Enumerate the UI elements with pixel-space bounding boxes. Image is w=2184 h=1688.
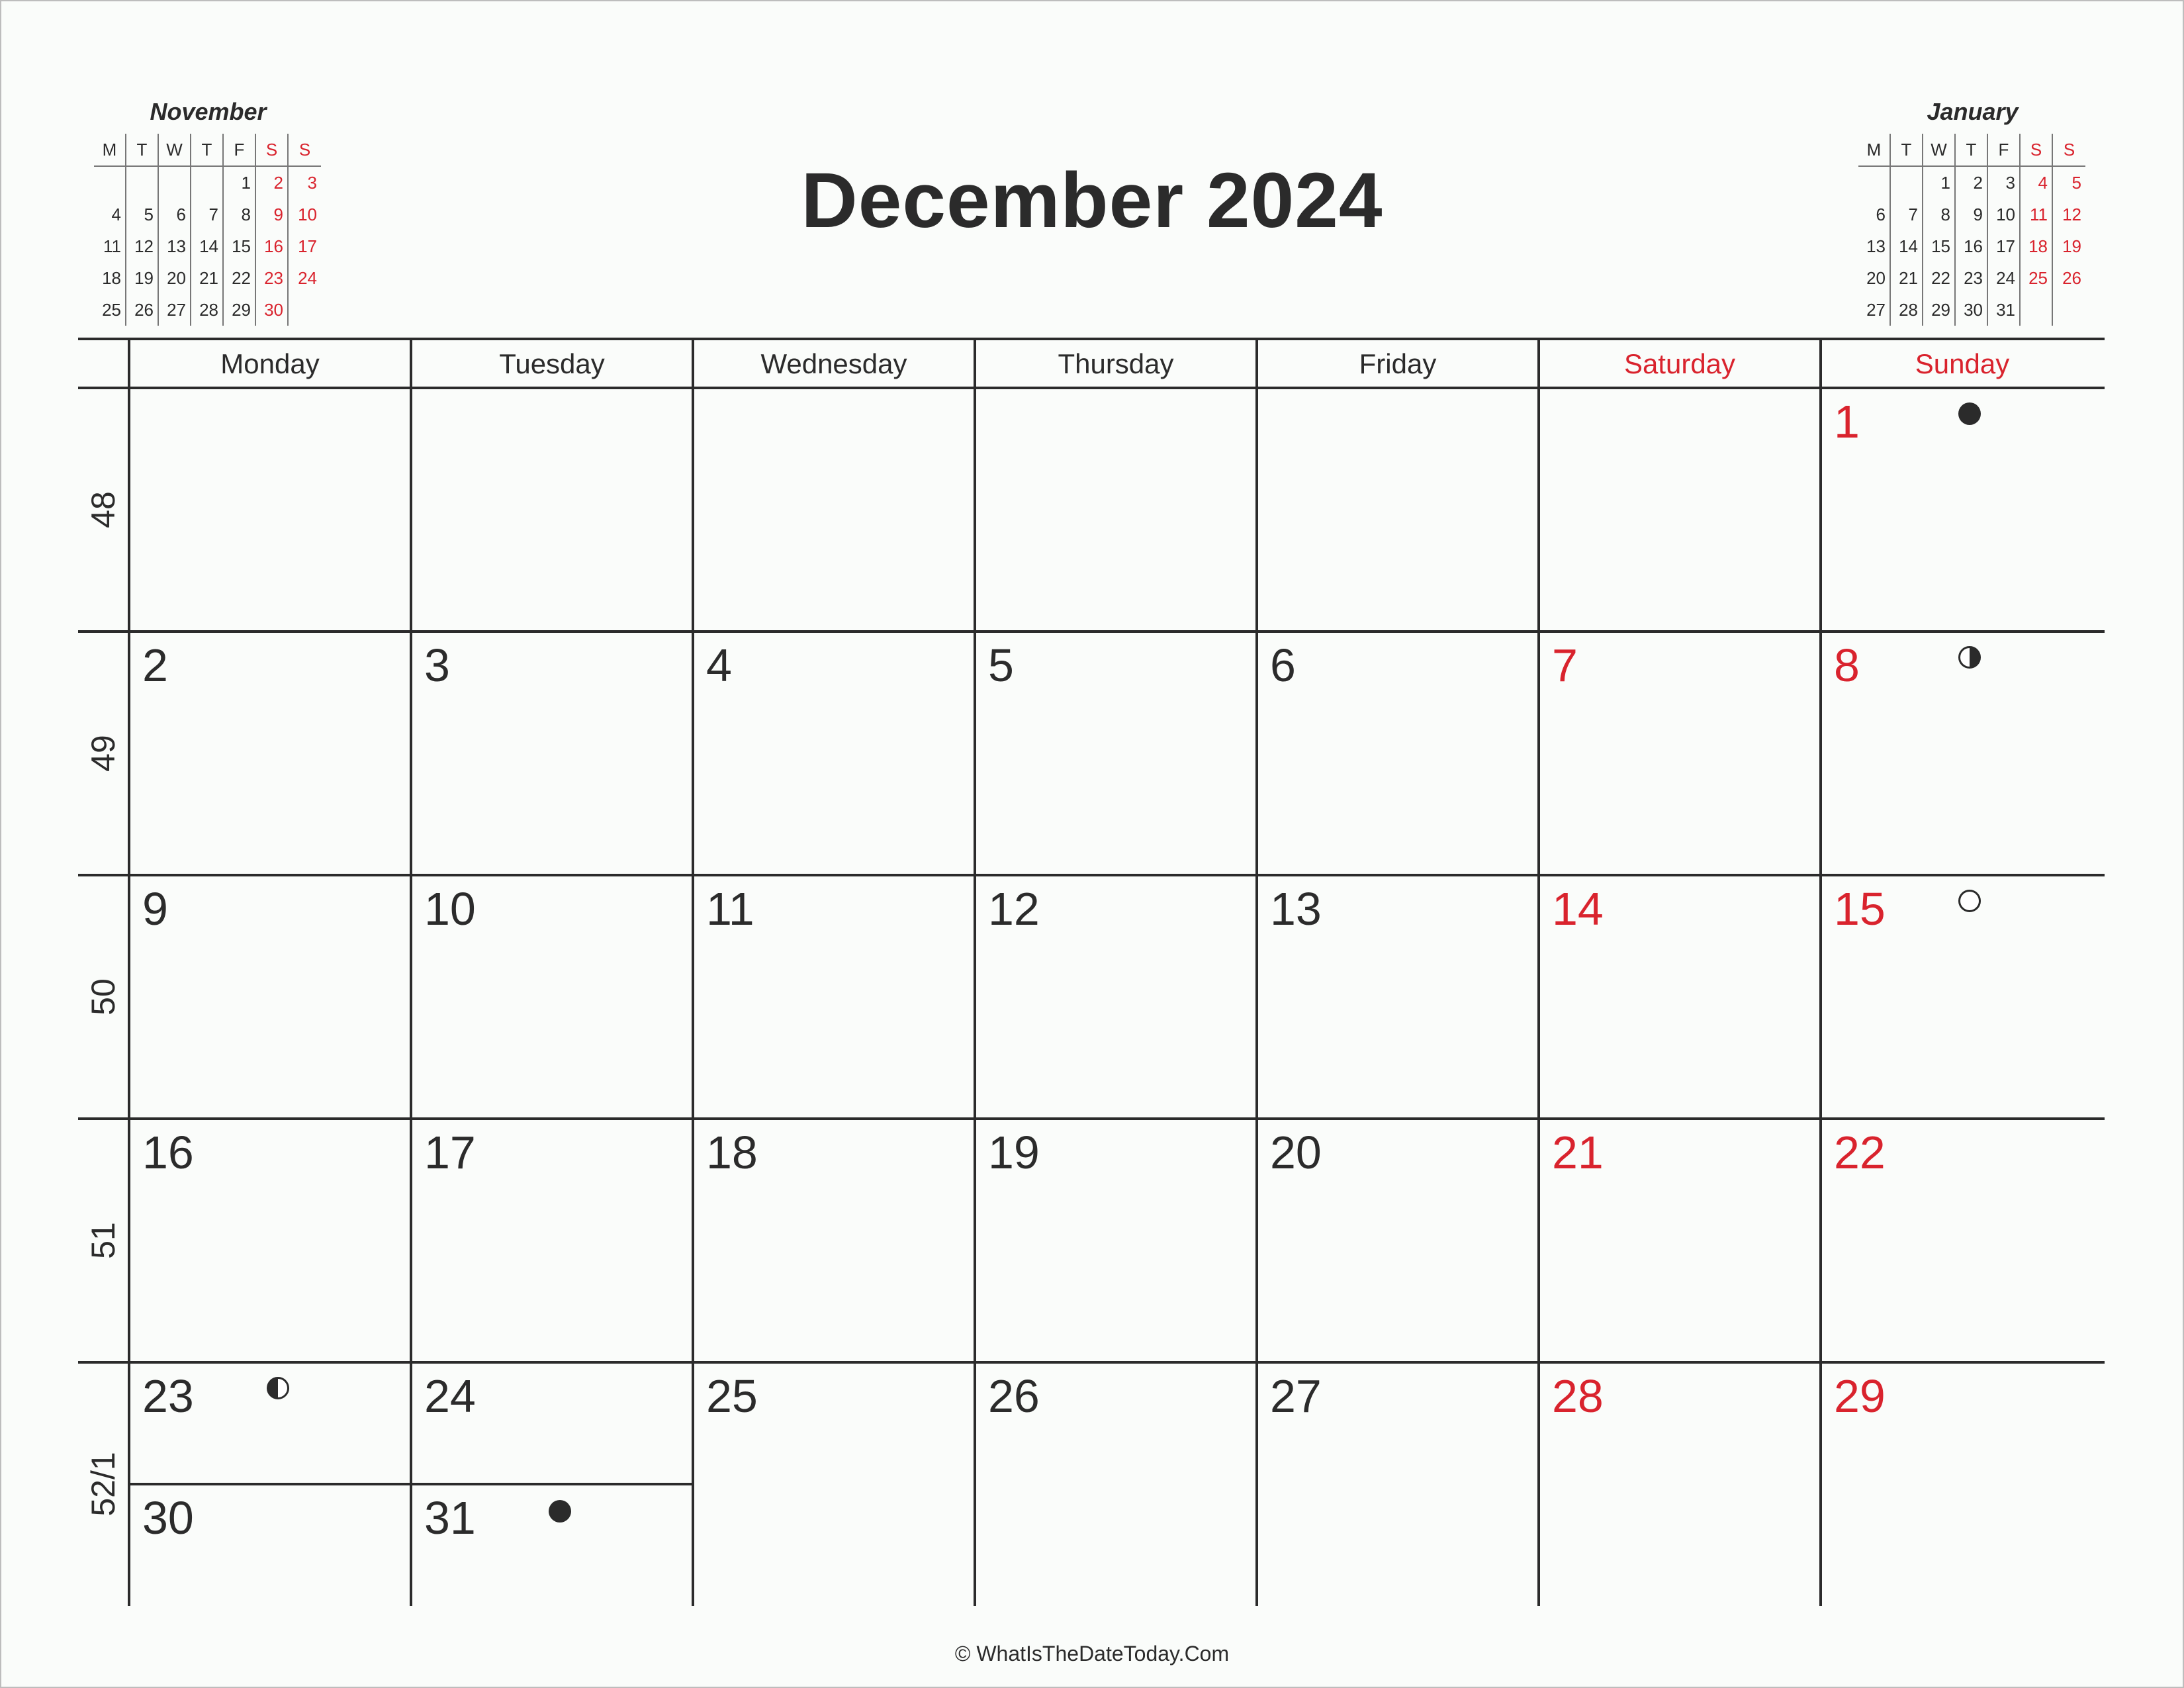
mini-day: 11 [94,230,126,262]
day-number: 26 [988,1370,1040,1422]
weekday-label-tuesday: Tuesday [410,340,692,388]
mini-day: 22 [224,262,256,294]
mini-day: 4 [2021,167,2053,199]
day-number: 23 [142,1370,194,1422]
day-cell[interactable] [974,1119,1255,1362]
mini-day: 25 [2021,262,2053,294]
day-number: 18 [706,1127,758,1178]
day-number: 21 [1552,1127,1604,1178]
mini-day: 26 [126,294,159,326]
mini-day: 4 [94,199,126,230]
day-cell[interactable] [128,1362,410,1606]
mini-day: 20 [1858,262,1891,294]
mini-day: 15 [224,230,256,262]
mini-day: 23 [256,262,289,294]
week-row [78,632,2105,875]
day-number: 27 [1270,1370,1322,1422]
mini-day: 28 [191,294,224,326]
mini-day: 23 [1956,262,1988,294]
week-number [78,875,128,1119]
mini-weekday-label: W [159,134,191,167]
day-number: 5 [988,639,1014,691]
day-cell[interactable] [1537,388,1819,632]
weekday-label-sunday: Sunday [1819,340,2103,388]
day-number: 19 [988,1127,1040,1178]
weekday-label-wednesday: Wednesday [692,340,974,388]
day-number: 20 [1270,1127,1322,1178]
page-title: December 2024 [801,157,1383,244]
mini-day: 24 [1988,262,2021,294]
mini-day: 22 [1923,262,1956,294]
day-cell[interactable] [1255,1362,1537,1606]
mini-weekday-label: F [224,134,256,167]
day-number: 2 [142,639,168,691]
mini-day: 7 [191,199,224,230]
mini-day: 8 [224,199,256,230]
weekday-label-thursday: Thursday [974,340,1255,388]
day-cell[interactable] [974,1362,1255,1606]
day-cell[interactable] [410,632,692,875]
mini-day: 15 [1923,230,1956,262]
mini-weekday-label: M [94,134,126,167]
mini-day: 12 [2062,205,2081,224]
mini-day: 6 [159,199,191,230]
week-number [78,1119,128,1362]
mini-weekday-label: T [126,134,159,167]
mini-day: 8 [1923,199,1956,230]
mini-weekday-label: W [1923,134,1956,167]
mini-day [2053,294,2085,326]
mini-day: 6 [1858,199,1891,230]
mini-day: 13 [1858,230,1891,262]
day-number: 22 [1834,1127,1886,1178]
day-number: 24 [424,1370,476,1422]
weekday-label-saturday: Saturday [1537,340,1819,388]
mini-day: 28 [1891,294,1923,326]
mini-day: 14 [1891,230,1923,262]
mini-calendar-title: January [1927,98,2019,125]
day-cell[interactable] [410,875,692,1119]
mini-day: 18 [94,262,126,294]
mini-weekday-label: T [191,134,224,167]
mini-day: 12 [126,230,159,262]
day-cell[interactable] [974,875,1255,1119]
day-cell[interactable] [128,875,410,1119]
day-cell[interactable] [1537,1119,1819,1362]
mini-day: 27 [159,294,191,326]
mini-weekday-label: F [1988,134,2021,167]
mini-day: 18 [2021,230,2053,262]
day-number: 1 [1834,396,1860,447]
week-number-label: 52/1 [84,1452,122,1517]
mini-day: 16 [1956,230,1988,262]
day-number: 14 [1552,883,1604,935]
mini-day: 5 [126,199,159,230]
day-number: 7 [1552,639,1578,691]
mini-day: 7 [1891,199,1923,230]
mini-day: 24 [298,268,317,288]
day-number: 17 [424,1127,476,1178]
day-cell[interactable] [974,388,1255,632]
mini-day: 17 [1988,230,2021,262]
day-cell[interactable] [692,388,974,632]
new-moon-icon [549,1500,571,1523]
week-row [78,875,2105,1119]
day-number: 25 [706,1370,758,1422]
day-cell[interactable] [1255,632,1537,875]
mini-day: 30 [256,294,289,326]
day-number: 15 [1834,883,1886,935]
weekday-header-row [128,340,2103,388]
day-cell[interactable] [692,1119,974,1362]
day-cell[interactable] [1255,388,1537,632]
day-cell[interactable] [1537,1362,1819,1606]
week-number-label: 49 [84,735,122,772]
day-cell[interactable] [410,388,692,632]
mini-day: 31 [1988,294,2021,326]
mini-weekday-label: S [2053,134,2085,167]
full-moon-icon [1958,890,1981,912]
week-number-label: 51 [84,1222,122,1259]
day-number: 29 [1834,1370,1886,1422]
day-number: 11 [706,883,754,935]
mini-day: 25 [94,294,126,326]
day-cell[interactable] [128,388,410,632]
day-cell[interactable] [1819,1119,2101,1362]
day-cell[interactable] [410,1362,692,1606]
day-number: 6 [1270,639,1296,691]
day-cell[interactable] [1537,632,1819,875]
day-number: 30 [142,1492,194,1544]
day-number: 10 [424,883,476,935]
mini-day: 3 [307,173,317,193]
weekday-label-monday: Monday [128,340,410,388]
week-row [78,1362,2105,1606]
mini-day: 9 [256,199,289,230]
footer-credit: © WhatIsTheDateToday.Com [954,1642,1230,1665]
day-number: 3 [424,639,450,691]
mini-weekday-label: T [1956,134,1988,167]
week-number-label: 50 [84,978,122,1015]
day-cell[interactable] [692,1362,974,1606]
mini-weekday-label: M [1858,134,1891,167]
mini-day: 20 [159,262,191,294]
day-number: 12 [988,883,1040,935]
day-cell[interactable] [1537,875,1819,1119]
mini-day: 27 [1858,294,1891,326]
mini-day: 14 [191,230,224,262]
day-number: 13 [1270,883,1322,935]
mini-day: 5 [2071,173,2081,193]
week-number [78,632,128,875]
day-cell[interactable] [1255,875,1537,1119]
mini-day: 21 [191,262,224,294]
day-cell[interactable] [974,632,1255,875]
day-cell[interactable] [1819,1362,2101,1606]
mini-day: 1 [224,167,256,199]
mini-day: 13 [159,230,191,262]
mini-day: 21 [1891,262,1923,294]
day-number: 28 [1552,1370,1604,1422]
shared-cell-divider [130,1483,412,1485]
mini-day: 26 [2062,268,2081,288]
week-number [78,388,128,632]
mini-weekday-label: S [2021,134,2053,167]
mini-day: 10 [1988,199,2021,230]
mini-day: 10 [298,205,317,224]
day-cell[interactable] [128,632,410,875]
mini-weekday-label: S [256,134,289,167]
shared-cell-divider [412,1483,694,1485]
week-number-label: 48 [84,491,122,528]
mini-day: 1 [1923,167,1956,199]
day-number: 8 [1834,639,1860,691]
mini-day: 19 [126,262,159,294]
mini-day: 11 [2021,199,2053,230]
day-number: 16 [142,1127,194,1178]
mini-day: 2 [1956,167,1988,199]
day-number: 9 [142,883,168,935]
day-cell[interactable] [128,1119,410,1362]
mini-calendar-title: November [150,98,267,125]
week-number [78,1362,128,1606]
day-cell[interactable] [692,875,974,1119]
week-row [78,1119,2105,1362]
mini-day: 30 [1956,294,1988,326]
day-cell[interactable] [1819,388,2101,632]
day-number: 31 [424,1492,476,1544]
mini-day: 2 [256,167,289,199]
day-cell[interactable] [1255,1119,1537,1362]
day-number: 4 [706,639,732,691]
mini-day: 16 [256,230,289,262]
mini-weekday-label: S [289,134,321,167]
day-cell[interactable] [1819,632,2101,875]
day-cell[interactable] [692,632,974,875]
new-moon-icon [1958,402,1981,425]
week-row [78,388,2105,632]
mini-day: 29 [224,294,256,326]
mini-day [2021,294,2053,326]
mini-day: 29 [1923,294,1956,326]
first-quarter-moon-icon [1958,646,1981,669]
last-quarter-moon-icon [267,1377,289,1399]
mini-day: 3 [1988,167,2021,199]
mini-day: 19 [2062,236,2081,256]
day-cell[interactable] [410,1119,692,1362]
mini-day [289,294,321,326]
mini-day: 17 [298,236,317,256]
day-cell[interactable] [1819,875,2101,1119]
mini-weekday-label: T [1891,134,1923,167]
weekday-label-friday: Friday [1255,340,1537,388]
mini-day: 9 [1956,199,1988,230]
